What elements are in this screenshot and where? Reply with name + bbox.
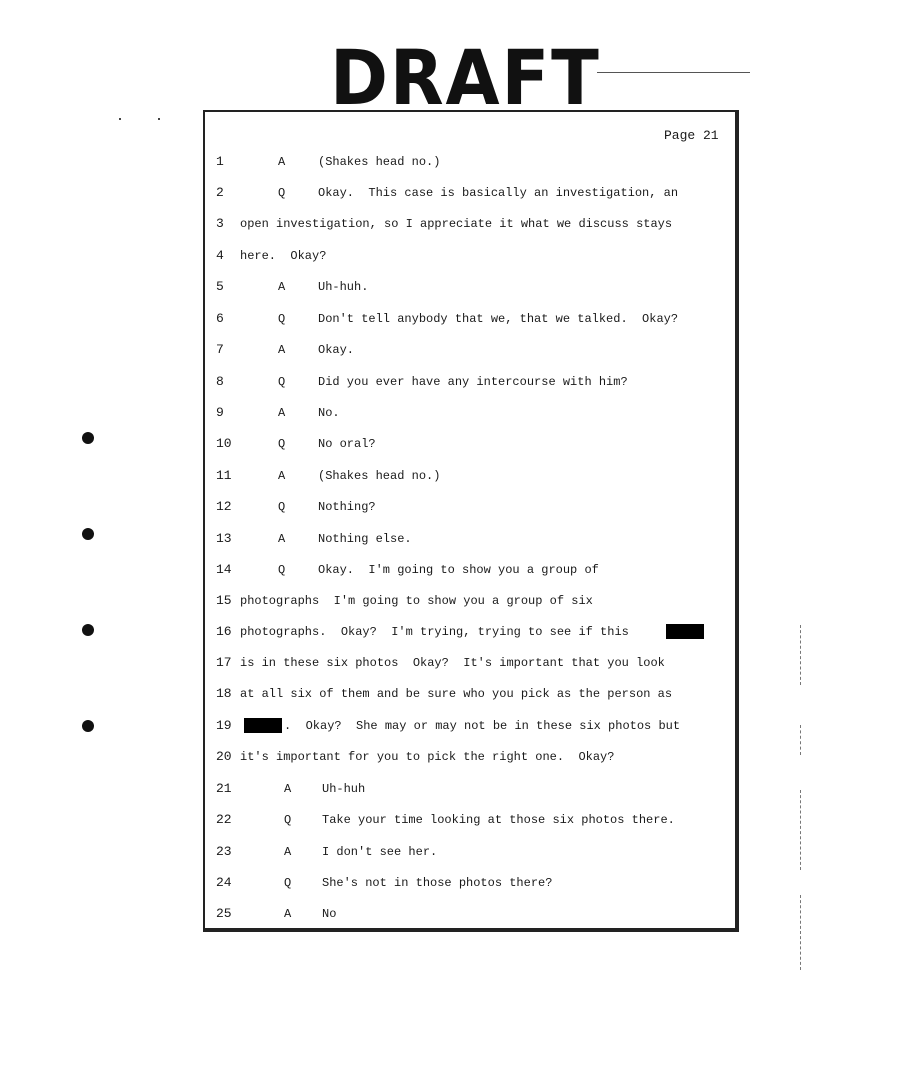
transcript-line — [216, 906, 716, 970]
margin-mark — [800, 895, 801, 970]
speaker-label: Q — [284, 876, 292, 890]
line-number: 15 — [216, 593, 232, 608]
speaker-label: Q — [278, 437, 286, 451]
speaker-label: Q — [284, 813, 292, 827]
line-number: 24 — [216, 875, 232, 890]
page-number: Page 21 — [664, 128, 719, 143]
line-text: Uh-huh — [322, 782, 366, 796]
speaker-label: A — [278, 469, 286, 483]
line-number: 6 — [216, 311, 224, 326]
line-number: 17 — [216, 655, 232, 670]
line-text: (Shakes head no.) — [318, 469, 441, 483]
line-text: at all six of them and be sure who you pick as the person as — [240, 687, 673, 701]
line-text: photographs. Okay? I'm trying, trying to see if this — [240, 625, 629, 639]
line-number: 12 — [216, 499, 232, 514]
punch-hole — [82, 720, 94, 732]
line-number: 18 — [216, 686, 232, 701]
margin-tick — [119, 118, 121, 120]
speaker-label: A — [278, 343, 286, 357]
line-text: No. — [318, 406, 340, 420]
line-text: open investigation, so I appreciate it what we discuss stays — [240, 217, 673, 231]
punch-hole — [82, 528, 94, 540]
line-text: here. Okay? — [240, 249, 327, 263]
line-number: 3 — [216, 216, 224, 231]
line-number: 2 — [216, 185, 224, 200]
line-text: Nothing else. — [318, 532, 412, 546]
line-text: Okay. I'm going to show you a group of — [318, 563, 599, 577]
punch-hole — [82, 624, 94, 636]
line-text: Did you ever have any intercourse with him? — [318, 375, 628, 389]
header-rule — [597, 72, 750, 73]
line-text: photographs I'm going to show you a group of six — [240, 594, 593, 608]
line-text: . Okay? She may or may not be in these six photos but — [284, 719, 681, 733]
margin-mark — [800, 725, 801, 755]
line-number: 10 — [216, 436, 232, 451]
line-text: it's important for you to pick the right one. Okay? — [240, 750, 615, 764]
line-number: 20 — [216, 749, 232, 764]
line-number: 16 — [216, 624, 232, 639]
margin-tick — [158, 118, 160, 120]
line-number: 14 — [216, 562, 232, 577]
punch-hole — [82, 432, 94, 444]
line-text: Nothing? — [318, 500, 376, 514]
line-number: 23 — [216, 844, 232, 859]
line-text: Don't tell anybody that we, that we talked. Okay? — [318, 312, 679, 326]
margin-mark — [800, 625, 801, 685]
line-text: Uh-huh. — [318, 280, 369, 294]
line-number: 5 — [216, 279, 224, 294]
speaker-label: Q — [278, 312, 286, 326]
speaker-label: Q — [278, 563, 286, 577]
speaker-label: A — [284, 845, 292, 859]
line-number: 22 — [216, 812, 232, 827]
speaker-label: Q — [278, 500, 286, 514]
line-number: 7 — [216, 342, 224, 357]
speaker-label: A — [284, 907, 292, 921]
line-text: Take your time looking at those six photos there. — [322, 813, 675, 827]
speaker-label: A — [284, 782, 292, 796]
line-text: Okay. — [318, 343, 355, 357]
line-number: 4 — [216, 248, 224, 263]
speaker-label: A — [278, 155, 286, 169]
line-number: 9 — [216, 405, 224, 420]
line-text: No — [322, 907, 337, 921]
speaker-label: A — [278, 406, 286, 420]
speaker-label: Q — [278, 375, 286, 389]
speaker-label: A — [278, 532, 286, 546]
line-text: I don't see her. — [322, 845, 438, 859]
line-text: No oral? — [318, 437, 376, 451]
line-text: (Shakes head no.) — [318, 155, 441, 169]
speaker-label: A — [278, 280, 286, 294]
margin-mark — [800, 790, 801, 870]
line-number: 11 — [216, 468, 232, 483]
line-number: 1 — [216, 154, 224, 169]
line-number: 21 — [216, 781, 232, 796]
speaker-label: Q — [278, 186, 286, 200]
line-text: She's not in those photos there? — [322, 876, 553, 890]
line-text: is in these six photos Okay? It's important that you look — [240, 656, 665, 670]
line-number: 19 — [216, 718, 232, 733]
draft-stamp: DRAFT — [330, 33, 601, 122]
line-number: 13 — [216, 531, 232, 546]
redaction-box — [666, 624, 704, 639]
redaction-box — [244, 718, 282, 733]
line-text: Okay. This case is basically an investigation, an — [318, 186, 679, 200]
line-number: 25 — [216, 906, 232, 921]
line-number: 8 — [216, 374, 224, 389]
